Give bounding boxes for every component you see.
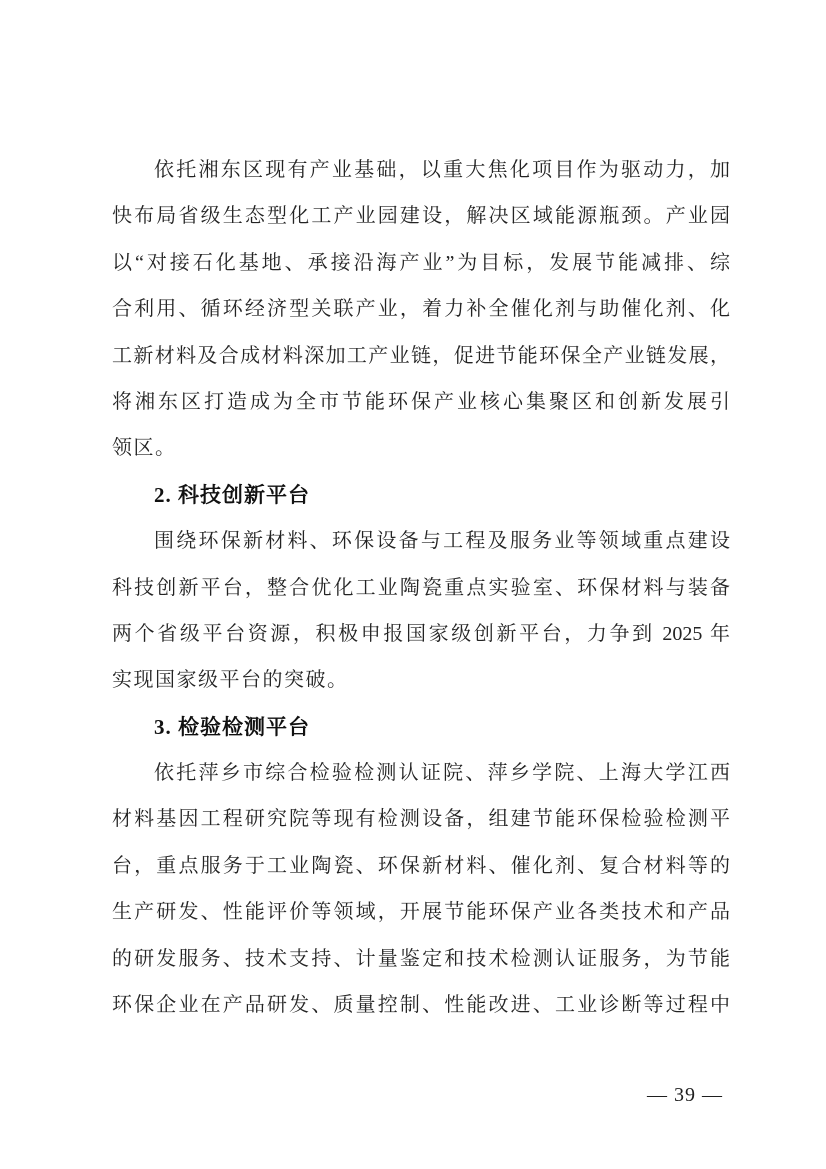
paragraph-inspection-testing [112, 750, 730, 1028]
body-line: 两个省级平台资源，积极申报国家级创新平台，力争到 2025 年 [112, 622, 730, 645]
heading-inspection-testing-platform: 3. 检验检测平台 [154, 714, 310, 739]
heading-sci-tech-innovation-platform: 2. 科技创新平台 [154, 482, 310, 507]
document-body [112, 147, 730, 1028]
body-line: 依托萍乡市综合检验检测认证院、萍乡学院、上海大学江西 [154, 762, 730, 785]
paragraph-xiangdong-industrial-base [112, 147, 730, 472]
body-line: 科技创新平台，整合优化工业陶瓷重点实验室、环保材料与装备 [112, 576, 730, 599]
body-line: 以“对接石化基地、承接沿海产业”为目标，发展节能减排、综 [112, 251, 730, 274]
body-line: 台，重点服务于工业陶瓷、环保新材料、催化剂、复合材料等的 [112, 854, 730, 877]
body-line: 工新材料及合成材料深加工产业链，促进节能环保全产业链发展， [112, 344, 730, 367]
body-line: 合利用、循环经济型关联产业，着力补全催化剂与助催化剂、化 [112, 298, 730, 321]
page-number: — 39 — [647, 1084, 723, 1106]
body-line: 领区。 [112, 437, 177, 460]
body-line: 的研发服务、技术支持、计量鉴定和技术检测认证服务，为节能 [112, 947, 730, 970]
body-line: 实现国家级平台的突破。 [112, 669, 349, 692]
paragraph-sci-tech-innovation [112, 518, 730, 704]
body-line: 环保企业在产品研发、质量控制、性能改进、工业诊断等过程中 [112, 994, 730, 1017]
body-line: 围绕环保新材料、环保设备与工程及服务业等领域重点建设 [154, 530, 730, 553]
body-line: 材料基因工程研究院等现有检测设备，组建节能环保检验检测平 [112, 808, 730, 831]
body-line: 将湘东区打造成为全市节能环保产业核心集聚区和创新发展引 [112, 390, 730, 413]
body-line: 依托湘东区现有产业基础，以重大焦化项目作为驱动力，加 [154, 159, 730, 181]
body-line: 快布局省级生态型化工产业园建设，解决区域能源瓶颈。产业园 [112, 205, 730, 228]
body-line: 生产研发、性能评价等领域，开展节能环保产业各类技术和产品 [112, 901, 730, 924]
